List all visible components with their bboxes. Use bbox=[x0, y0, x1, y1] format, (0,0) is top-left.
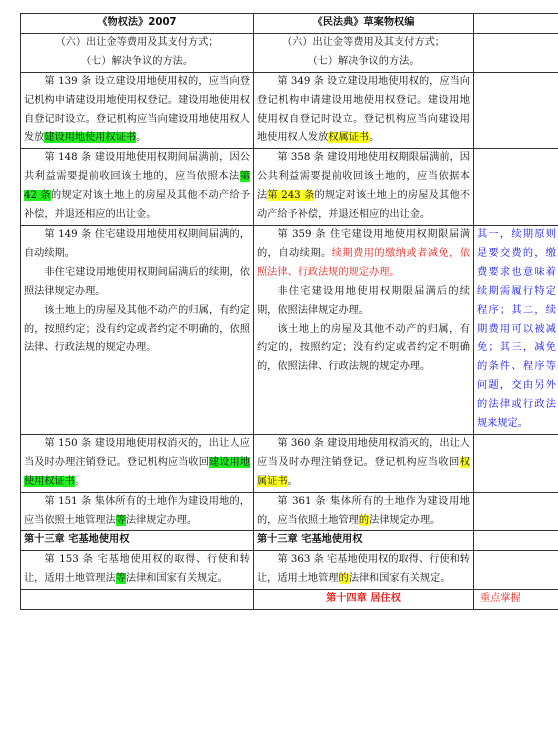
chapter-heading: 第十三章 宅基地使用权 bbox=[21, 531, 254, 551]
article-349 bbox=[257, 73, 470, 149]
cell-new-law bbox=[254, 434, 474, 492]
article-151 bbox=[24, 493, 250, 531]
clause-text: （六）出让金等费用及其支付方式； bbox=[282, 36, 445, 48]
header-notes bbox=[474, 14, 558, 34]
header-civil-code: 《民法典》草案物权编 bbox=[254, 14, 474, 34]
clause-text: （七）解决争议的方法。 bbox=[80, 55, 194, 67]
article-149-p3: 该土地上的房屋及其他不动产的归属，有约定的，按照约定；没有约定或者约定不明确的，依照法律、行政法规的规定办理。 bbox=[24, 304, 250, 354]
cell-old-law bbox=[21, 72, 254, 149]
chapter-row bbox=[21, 590, 558, 610]
table-header-row bbox=[21, 14, 558, 34]
green-highlight: 等 bbox=[115, 514, 126, 526]
chapter-row bbox=[21, 531, 558, 551]
article-text: 第 361 条 集体所有的土地作为建设用地的，应当依照土地管理 bbox=[257, 495, 470, 526]
article-text: 法律和国家有关规定。 bbox=[348, 573, 451, 585]
article-363 bbox=[257, 551, 470, 589]
article-361 bbox=[257, 493, 470, 531]
note-renewal: 其一，续期原则是要交费的，缴费要求也意味着续期需履行特定程序；其二，续期费用可以被减免；其三，减免的条件、程序等问题，交由另外的法律或行政法规来规定。 bbox=[477, 228, 556, 430]
cell-new-law bbox=[254, 492, 474, 531]
chapter-heading: 第十三章 宅基地使用权 bbox=[254, 531, 474, 551]
yellow-highlight: 第 243 条 bbox=[267, 190, 315, 202]
cell-old-law bbox=[21, 434, 254, 492]
cell-old-law bbox=[21, 590, 254, 610]
article-text: 的规定对该土地上的房屋及其他不动产给予补偿，并退还相应的出让金。 bbox=[24, 190, 251, 221]
cell-old-law bbox=[21, 551, 254, 590]
yellow-highlight: 的 bbox=[358, 514, 370, 526]
cell-note bbox=[474, 531, 558, 551]
green-highlight: 等 bbox=[115, 573, 126, 585]
article-text: 第 153 条 宅基地使用权的取得、行使和转让，适用土地管理法 bbox=[24, 554, 250, 585]
article-text: 。 bbox=[136, 132, 147, 144]
cell-note bbox=[474, 434, 558, 492]
table-row bbox=[21, 225, 558, 434]
cell-new-law bbox=[254, 225, 474, 434]
article-text: 第 358 条 建设用地使用权期限届满前，因公共利益需要提前收回该土地的，应当依据本法 bbox=[257, 152, 470, 202]
article-150 bbox=[24, 435, 250, 492]
article-359-p3: 该土地上的房屋及其他不动产的归属，有约定的，按照约定；没有约定或者约定不明确的，依照法律、行政法规的规定办理。 bbox=[257, 323, 470, 373]
table-row bbox=[21, 33, 558, 72]
cell-note bbox=[474, 551, 558, 590]
note-key-point: 重点掌握 bbox=[474, 590, 558, 610]
article-359-p2: 非住宅建设用地使用权期限届满后的续期，依照法律规定办理。 bbox=[257, 285, 470, 316]
article-text: 法律规定办理。 bbox=[125, 514, 198, 526]
article-text: 。 bbox=[287, 475, 298, 487]
article-360 bbox=[257, 435, 470, 492]
article-text: 的规定对该土地上的房屋及其他不动产给予补偿，并退还相应的出让金。 bbox=[257, 190, 471, 221]
cell-old-law bbox=[21, 492, 254, 531]
article-text: 第 148 条 建设用地使用权期间届满前，因公共利益需要提前收回该土地的，应当依照本法 bbox=[24, 152, 250, 183]
green-highlight: 建设用地使用权证书 bbox=[44, 132, 137, 144]
table-row bbox=[21, 72, 558, 149]
table-row bbox=[21, 551, 558, 590]
header-property-law: 《物权法》2007 bbox=[21, 14, 254, 34]
chapter-heading-residence: 第十四章 居住权 bbox=[254, 590, 474, 610]
article-text: 。 bbox=[369, 132, 380, 144]
article-149-p2: 非住宅建设用地使用权期间届满后的续期，依照法律规定办理。 bbox=[24, 266, 250, 297]
cell-new-law bbox=[254, 149, 474, 226]
cell-note bbox=[474, 225, 558, 434]
table-row bbox=[21, 492, 558, 531]
article-139 bbox=[24, 73, 250, 149]
cell-note bbox=[474, 33, 558, 72]
cell-note bbox=[474, 492, 558, 531]
cell-old-law bbox=[21, 225, 254, 434]
article-149-p1: 第 149 条 住宅建设用地使用权期间届满的，自动续期。 bbox=[24, 228, 250, 259]
cell-new-law bbox=[254, 551, 474, 590]
red-emphasis-text: 续期费用的缴纳或者减免，依照法律、行政法规的规定办理。 bbox=[257, 247, 471, 278]
table-row bbox=[21, 434, 558, 492]
article-148 bbox=[24, 149, 250, 225]
clause-text: （六）出让金等费用及其支付方式； bbox=[55, 36, 219, 48]
article-text: 法律规定办理。 bbox=[369, 514, 441, 526]
cell-note bbox=[474, 149, 558, 226]
table-row bbox=[21, 149, 558, 226]
article-153 bbox=[24, 551, 250, 589]
article-text: 第 363 条 宅基地使用权的取得、行使和转让，适用土地管理 bbox=[257, 554, 470, 585]
article-text: 第 151 条 集体所有的土地作为建设用地的，应当依照土地管理法 bbox=[24, 495, 250, 526]
yellow-highlight: 权属证书 bbox=[257, 456, 470, 487]
article-text: 第 359 条 住宅建设用地使用权期限届满的，自动续期。 bbox=[257, 228, 470, 259]
article-359-p1 bbox=[257, 226, 470, 283]
article-text: 第 349 条 设立建设用地使用权的，应当向登记机构申请建设用地使用权登记。建设用地使用权自登记时设立。登记机构应当向建设用地使用权人发放 bbox=[257, 75, 470, 144]
cell-note bbox=[474, 72, 558, 149]
article-text: 。 bbox=[74, 475, 86, 487]
clause-text: （七）解决争议的方法。 bbox=[307, 55, 420, 67]
yellow-highlight: 的 bbox=[338, 573, 349, 585]
article-text: 第 360 条 建设用地使用权消灭的，出让人应当及时办理注销登记。登记机构应当收回 bbox=[257, 437, 470, 468]
cell-new-law bbox=[254, 72, 474, 149]
yellow-highlight: 权属证书 bbox=[328, 132, 370, 144]
comparison-table bbox=[20, 13, 558, 610]
cell-old-law bbox=[21, 33, 254, 72]
article-358 bbox=[257, 149, 470, 225]
article-text: 第 150 条 建设用地使用权消灭的，出让人应当及时办理注销登记。登记机构应当收回 bbox=[24, 437, 250, 468]
article-text: 法律和国家有关规定。 bbox=[125, 573, 228, 585]
green-highlight: 建设用地使用权证书 bbox=[24, 456, 251, 487]
cell-new-law bbox=[254, 33, 474, 72]
green-highlight: 第 42 条 bbox=[24, 171, 250, 202]
article-text: 第 139 条 设立建设用地使用权的，应当向登记机构申请建设用地使用权登记。建设用地使用权自登记时设立。登记机构应当向建设用地使用权人发放 bbox=[24, 75, 250, 144]
cell-old-law bbox=[21, 149, 254, 226]
